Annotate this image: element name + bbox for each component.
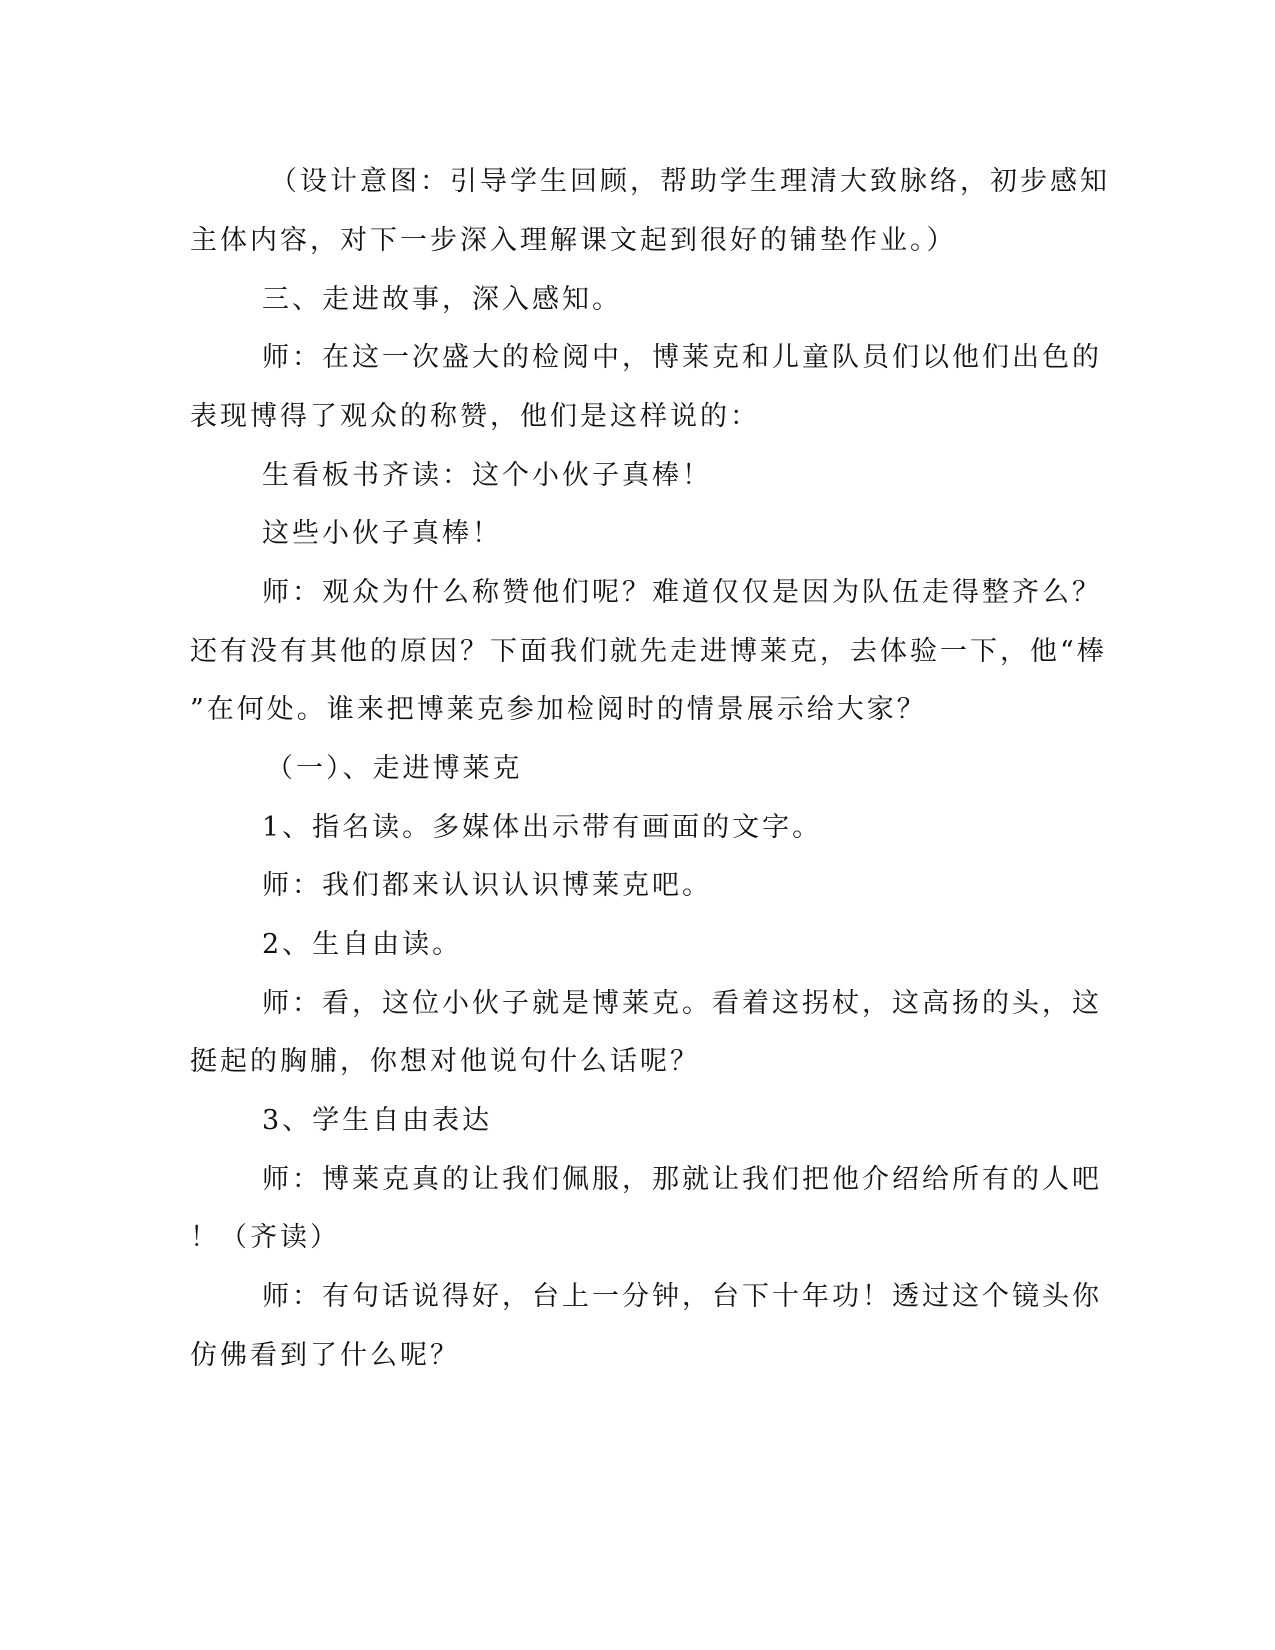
teacher-look-line-1: 师：看，这位小伙子就是博莱克。看着这拐杖，这高扬的头，这	[262, 988, 1102, 1019]
teacher-line-review-2: 表现博得了观众的称赞，他们是这样说的：	[190, 401, 760, 432]
paragraph-design-intent-line-2: 主体内容，对下一步深入理解课文起到很好的铺垫作业。）	[190, 225, 957, 256]
step-three-line: 3、学生自由表达	[262, 1105, 493, 1136]
section-heading-three: 三、走进故事，深入感知。	[262, 284, 622, 315]
teacher-admire-line-2: ！（齐读）	[190, 1222, 340, 1253]
teacher-line-review-1: 师：在这一次盛大的检阅中，博莱克和儿童队员们以他们出色的	[262, 342, 1102, 373]
teacher-look-line-2: 挺起的胸脯，你想对他说句什么话呢？	[190, 1046, 700, 1077]
teacher-saying-line-2: 仿佛看到了什么呢？	[190, 1340, 460, 1371]
teacher-question-line-3: ”在何处。谁来把博莱克参加检阅时的情景展示给大家？	[190, 694, 927, 725]
teacher-question-line-1: 师：观众为什么称赞他们呢？难道仅仅是因为队伍走得整齐么？	[262, 577, 1102, 608]
step-two-line: 2、生自由读。	[262, 929, 463, 960]
paragraph-design-intent-line-1: （设计意图：引导学生回顾，帮助学生理清大致脉络，初步感知	[270, 166, 1110, 197]
teacher-intro-line: 师：我们都来认识认识博莱克吧。	[262, 870, 712, 901]
teacher-question-line-2: 还有没有其他的原因？下面我们就先走进博莱克，去体验一下，他“棒	[190, 636, 1107, 667]
student-read-line-1: 生看板书齐读：这个小伙子真棒！	[262, 460, 712, 491]
subsection-heading-one: （一）、走进博莱克	[266, 753, 523, 784]
student-read-line-2: 这些小伙子真棒！	[262, 518, 502, 549]
teacher-saying-line-1: 师：有句话说得好，台上一分钟，台下十年功！透过这个镜头你	[262, 1281, 1102, 1312]
teacher-admire-line-1: 师：博莱克真的让我们佩服，那就让我们把他介绍给所有的人吧	[262, 1164, 1102, 1195]
step-one-line: 1、指名读。多媒体出示带有画面的文字。	[262, 812, 823, 843]
